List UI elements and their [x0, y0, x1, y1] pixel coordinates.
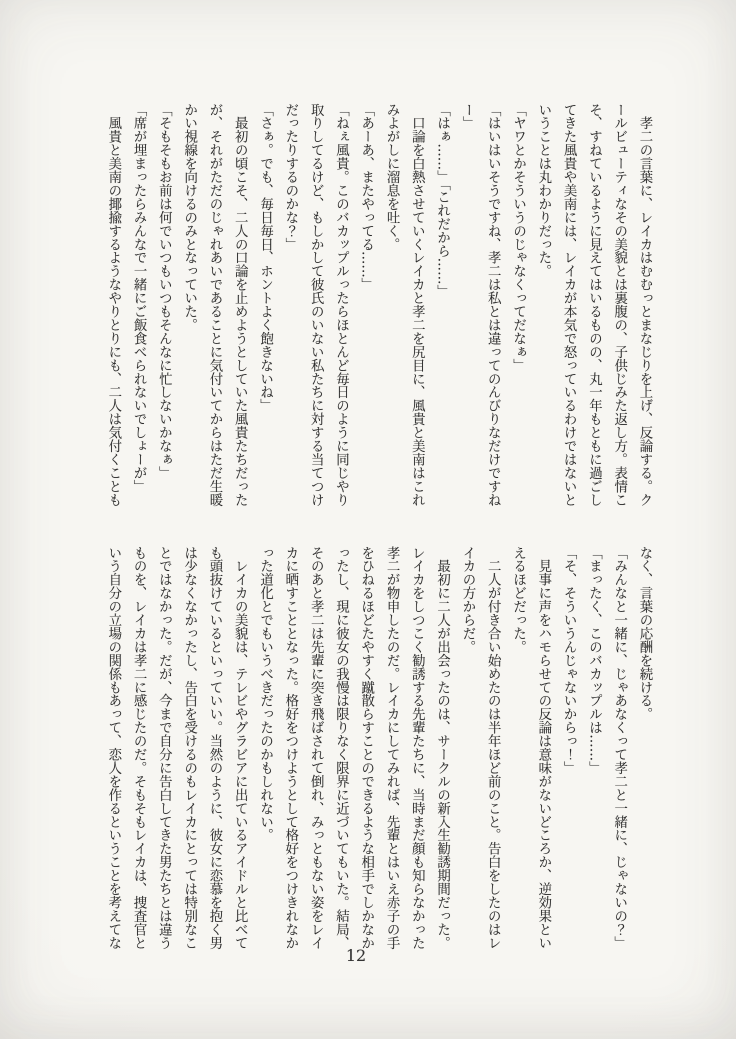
text-column-line: てきた風貴や美南には、レイカが本気で怒っているわけではないと [561, 103, 577, 507]
text-column-line: 「そ、そういうんじゃないからっ！」 [561, 546, 577, 775]
text-column-line: そのあと孝二は先輩に突き飛ばされて倒れ、みっともない姿をレイ [308, 546, 324, 950]
text-column-line: 取りしてるけど、もしかして彼氏のいない私たちに対する当てつけ [308, 103, 324, 507]
text-column-line: 「まったく、このバカップルは……」 [586, 546, 602, 775]
text-column-line: レイカの美貌は、テレビやグラビアに出ているアイドルと比べて [232, 546, 248, 950]
text-column-line: をひねるほどたやすく蹴散らすことのできるような相手でしかなか [358, 546, 374, 950]
text-column-line: 風貴と美南の揶揄するようなやりとりにも、二人は気付くことも [105, 103, 121, 507]
text-column-line: 「席が埋まったらみんなで一緒にご飯食べられないでしょーが」 [131, 103, 147, 494]
top-text-block [100, 103, 657, 515]
text-column-line: ールビューティなその美貌とは裏腹の、子供じみた返し方。表情こ [611, 103, 627, 507]
text-column-line: 口論を白熱させていくレイカと孝二を尻目に、風貴と美南はこれ [409, 103, 425, 507]
text-column-line: いう自分の立場の関係もあって、恋人を作るということを考えてな [105, 546, 121, 950]
text-column-line: 「みんなと一緒に、じゃあなくって孝二と一緒に、じゃないの？」 [611, 546, 627, 950]
text-column-line: は少なくなかったし、告白を受けるのもレイカにとっては特別なこ [181, 546, 197, 950]
text-column-line: えるほどだった。 [510, 546, 526, 654]
bottom-text-block [100, 546, 657, 950]
text-column-line: 「はぁ……」「これだから……」 [434, 103, 450, 299]
text-column-line: 「そもそもお前は何でいつもいつもそんなに忙しないかなぁ」 [156, 103, 172, 480]
text-column-line: 最初に二人が出会ったのは、サークルの新入生勧誘期間だった。 [434, 546, 450, 950]
text-column-line: が、それがただのじゃれあいであることに気付いてからはただ生暖 [206, 103, 222, 507]
text-column-line: 「ねぇ風貴。このバカップルったらほとんど毎日のように同じやり [333, 103, 349, 507]
text-column-line: ものを、レイカは孝二に感じたのだ。そもそもレイカは、捜査官と [131, 546, 147, 950]
text-column-line: 「はいはいそうですね、孝二は私とは違ってのんびりなだけですね [485, 103, 501, 507]
text-column-line: みよがしに溜息を吐く。 [384, 103, 400, 251]
text-column-line: 「さぁ。でも、毎日毎日、ホントよく飽きないね」 [257, 103, 273, 413]
text-column-line: だったりするのかな？」 [282, 103, 298, 251]
text-column-line: いうことは丸わかりだった。 [535, 103, 551, 278]
text-column-line: 見事に声をハモらせての反論は意味がないどころか、逆効果とい [535, 546, 551, 950]
text-column-line: った道化とでもいうべきだったのかもしれない。 [257, 546, 273, 842]
text-column-line: かい視線を向けるのみとなっていた。 [181, 103, 197, 332]
text-column-line: 二人が付き合い始めたのは半年ほど前のこと。告白をしたのはレ [485, 546, 501, 950]
text-column-line: 最初の頃こそ、二人の口論を止めようとしていた風貴たちだった [232, 103, 248, 507]
text-column-line: そ、すねているように見えてはいるものの、丸一年もともに過ごし [586, 103, 602, 507]
text-column-line: も頭抜けているといっていい。当然のように、彼女に恋慕を抱く男 [206, 546, 222, 950]
text-column-line: 「ヤワとかそういうのじゃなくってだなぁ」 [510, 103, 526, 372]
text-column-line: 孝二の言葉に、レイカはむむっとまなじりを上げ、反論する。ク [637, 103, 652, 507]
text-column-line: 孝二が物申したのだ。レイカにしてみれば、先輩とはいえ赤子の手 [384, 546, 400, 950]
text-column-line: ー」 [459, 103, 475, 130]
text-column-line: なく、言葉の応酬を続ける。 [637, 546, 652, 721]
text-column-line: とではなかった。だが、今まで自分に告白してきた男たちとは違う [156, 546, 172, 950]
text-column-line: レイカをしつこく勧誘する先輩たちに、当時まだ顔も知らなかった [409, 546, 425, 950]
text-column-line: イカの方からだ。 [459, 546, 475, 654]
text-column-line: カに晒すこととなった。格好をつけようとして格好をつけきれなか [282, 546, 298, 950]
text-column-line: 「あーあ、またやってる……」 [358, 103, 374, 292]
page-number: 12 [345, 946, 367, 965]
text-column-line: ったし、現に彼女の我慢は限りなく限界に近づいてもいた。結局、 [333, 546, 349, 950]
